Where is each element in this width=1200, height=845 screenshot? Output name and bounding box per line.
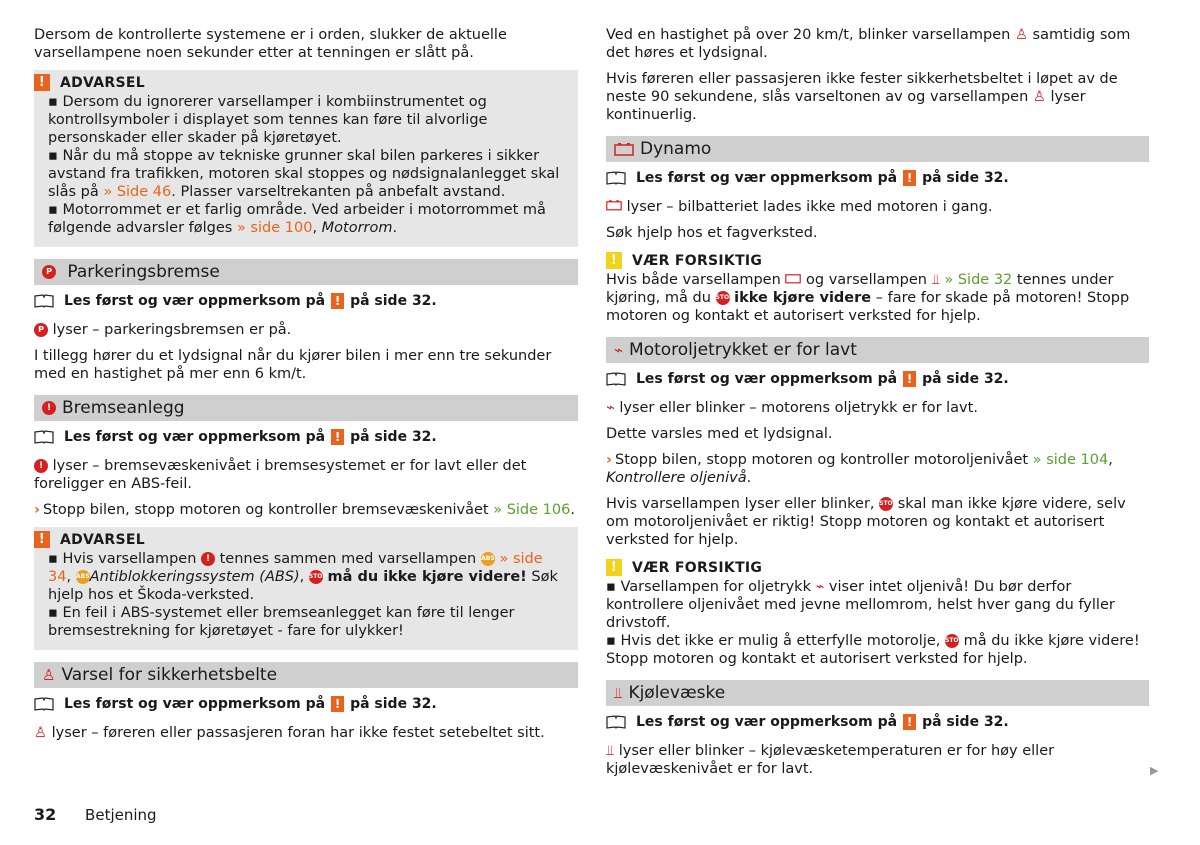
page-link[interactable]: » side 100 bbox=[236, 220, 313, 236]
read-first-note: Les først og vær oppmerksom på ! på side 32. bbox=[34, 429, 578, 445]
paragraph: ⫫ lyser eller blinker – kjølevæsketemperaturen er for høy eller kjølevæskenivået er for lavt. bbox=[606, 743, 1055, 777]
read-first-note: Les først og vær oppmerksom på ! på side 32. bbox=[606, 170, 1149, 186]
seatbelt-icon: ♙ bbox=[34, 725, 47, 741]
warning-header bbox=[34, 74, 578, 91]
section-title: Varsel for sikkerhetsbelte bbox=[61, 665, 278, 685]
caution-header: ! VÆR FORSIKTIG bbox=[606, 559, 1149, 576]
warning-item: ▪ Når du må stoppe av tekniske grunner skal bilen parkeres i sikker avstand fra trafikken, motoren skal stoppes og nødsignalanlegget skal slås på » Side 46. Plasser varseltrekanten på anbefalt avstand. bbox=[48, 148, 560, 200]
paragraph: Hvis varsellampen lyser eller blinker, STOP skal man ikke kjøre videre, selv om motoroljenivået er riktig! Stopp motoren og kontakt et autorisert verksted for hjelp. bbox=[606, 496, 1126, 548]
book-icon bbox=[34, 430, 54, 444]
read-first-note: Les først og vær oppmerksom på ! på side 32. bbox=[34, 696, 578, 712]
brake-icon: ! bbox=[201, 552, 215, 566]
section-title: Motoroljetrykket er for lavt bbox=[629, 340, 857, 360]
stop-icon: STOP bbox=[309, 570, 323, 584]
caution-icon: ! bbox=[606, 559, 622, 576]
book-icon bbox=[34, 294, 54, 308]
coolant-icon: ⫫ bbox=[606, 743, 615, 759]
section-title: Kjølevæske bbox=[628, 683, 726, 703]
warning-icon: ! bbox=[34, 74, 50, 91]
coolant-icon: ⫫ bbox=[931, 272, 940, 288]
brake-icon: ! bbox=[34, 459, 48, 473]
paragraph: ♙ lyser – føreren eller passasjeren foran har ikke festet setebeltet sitt. bbox=[34, 725, 545, 741]
warning-ref-icon: ! bbox=[903, 714, 916, 730]
warning-ref-icon: ! bbox=[903, 371, 916, 387]
book-icon bbox=[606, 171, 626, 185]
read-first-note: Les først og vær oppmerksom på ! på side 32. bbox=[606, 714, 1149, 730]
warning-header: ! ADVARSEL bbox=[34, 531, 578, 548]
warning-box bbox=[34, 70, 578, 247]
section-title: Bremseanlegg bbox=[62, 398, 185, 418]
seatbelt-icon: ♙ bbox=[1014, 27, 1028, 43]
next-page-arrow-icon: ▶ bbox=[1150, 764, 1159, 777]
paragraph: Dette varsles med et lydsignal. bbox=[606, 426, 833, 442]
warning-ref-icon: ! bbox=[903, 170, 916, 186]
abs-icon: ABS bbox=[481, 552, 495, 566]
section-header-coolant bbox=[606, 680, 1149, 706]
oil-can-icon: ⌁ bbox=[815, 579, 825, 595]
read-first-note: Les først og vær oppmerksom på ! på side 32. bbox=[34, 293, 578, 309]
section-header-brake bbox=[34, 395, 578, 421]
abs-icon: ABS bbox=[76, 570, 90, 584]
warning-ref-icon: ! bbox=[331, 429, 344, 445]
section-title: Parkeringsbremse bbox=[67, 262, 220, 282]
page-link[interactable]: » Side 46 bbox=[103, 184, 172, 200]
paragraph: Søk hjelp hos et fagverksted. bbox=[606, 225, 818, 241]
section-header-dynamo bbox=[606, 136, 1149, 162]
paragraph: I tillegg hører du et lydsignal når du kjører bilen i mer enn tre sekunder med en hastighet på mer enn 6 km/t. bbox=[34, 348, 552, 382]
caution-item: ▪ Varsellampen for oljetrykk ⌁ viser intet oljenivå! Du bør derfor kontrollere oljenivået med jevne mellomrom, helst hver gang du fyller drivstoff. bbox=[606, 579, 1115, 631]
oil-can-icon: ⌁ bbox=[606, 400, 615, 416]
action-step: › Stopp bilen, stopp motoren og kontroller bremsevæskenivået » Side 106. bbox=[34, 502, 575, 518]
book-icon bbox=[606, 715, 626, 729]
stop-icon: STOP bbox=[945, 634, 959, 648]
action-step: › Stopp bilen, stopp motoren og kontroller motoroljenivået » side 104, Kontrollere oljenivå. bbox=[606, 452, 1113, 486]
coolant-icon: ⫫ bbox=[614, 684, 623, 702]
left-column bbox=[34, 26, 578, 750]
warning-item: ▪ Hvis varsellampen ! tennes sammen med varsellampen ABS » side 34, ABSAntiblokkeringssystem (ABS), STOP må du ikke kjøre videre! Søk hjelp hos et Škoda-verksted. bbox=[48, 551, 558, 603]
warning-item: ▪ Motorrommet er et farlig område. Ved arbeider i motorrommet må følgende advarsler følges » side 100, Motorrom. bbox=[48, 202, 546, 236]
battery-icon bbox=[606, 199, 622, 211]
warning-ref-icon: ! bbox=[331, 696, 344, 712]
section-title: Dynamo bbox=[640, 139, 712, 159]
parking-brake-icon: P bbox=[34, 323, 48, 337]
warning-item: ▪ Dersom du ignorerer varsellamper i kombiinstrumentet og kontrollsymboler i displayet som tennes kan føre til alvorlige personskader eller skader på kjøretøyet. bbox=[48, 94, 488, 146]
section-header-belt bbox=[34, 662, 578, 688]
parking-brake-icon: P bbox=[42, 265, 56, 279]
paragraph: ⌁ lyser eller blinker – motorens oljetrykk er for lavt. bbox=[606, 400, 978, 416]
caution-header: ! VÆR FORSIKTIG bbox=[606, 252, 1149, 269]
warning-icon: ! bbox=[34, 531, 50, 548]
intro-text: Dersom de kontrollerte systemene er i orden, slukker de aktuelle varsellampene noen sekunder etter at tenningen er slått på. bbox=[34, 27, 507, 61]
paragraph: Ved en hastighet på over 20 km/t, blinker varsellampen ♙ samtidig som det høres et lydsignal. bbox=[606, 27, 1131, 61]
seatbelt-icon: ♙ bbox=[42, 666, 56, 684]
seatbelt-icon: ♙ bbox=[1032, 89, 1046, 105]
caution-text: Hvis både varsellampen og varsellampen ⫫ » Side 32 tennes under kjøring, må du STOP ikke kjøre videre – fare for skade på motoren! Stopp motoren og kontakt et autorisert verksted for hjelp. bbox=[606, 272, 1130, 324]
oil-can-icon: ⌁ bbox=[614, 341, 624, 359]
warning-ref-icon: ! bbox=[331, 293, 344, 309]
book-icon bbox=[606, 372, 626, 386]
page-link[interactable]: » Side 32 bbox=[944, 272, 1013, 288]
right-column bbox=[606, 26, 1149, 786]
page-number: 32 bbox=[34, 805, 57, 824]
book-icon bbox=[34, 697, 54, 711]
caution-item: ▪ Hvis det ikke er mulig å etterfylle motorolje, STOP må du ikke kjøre videre! Stopp motoren og kontakt et autorisert verksted for hjelp. bbox=[606, 633, 1140, 667]
brake-icon: ! bbox=[42, 401, 56, 415]
section-header-parking bbox=[34, 259, 578, 285]
page-link[interactable]: » Side 106 bbox=[493, 502, 571, 518]
caution-icon: ! bbox=[606, 252, 622, 269]
page-link[interactable]: » side 104 bbox=[1032, 452, 1109, 468]
section-name: Betjening bbox=[85, 806, 157, 824]
page-link[interactable]: » side 34 bbox=[48, 551, 543, 585]
page-footer bbox=[34, 805, 157, 824]
battery-icon bbox=[785, 272, 801, 284]
warning-item: ▪ En feil i ABS-systemet eller bremseanlegget kan føre til lenger bremsestrekning for kjøretøyet - fare for ulykker! bbox=[48, 605, 515, 639]
stop-icon: STOP bbox=[879, 497, 893, 511]
warning-box bbox=[34, 527, 578, 650]
read-first-note: Les først og vær oppmerksom på ! på side 32. bbox=[606, 371, 1149, 387]
section-header-oil bbox=[606, 337, 1149, 363]
warning-title: ADVARSEL bbox=[60, 74, 145, 91]
stop-icon: STOP bbox=[716, 291, 730, 305]
paragraph: ! lyser – bremsevæskenivået i bremsesystemet er for lavt eller det foreligger en ABS-feil. bbox=[34, 458, 527, 492]
paragraph: lyser – bilbatteriet lades ikke med motoren i gang. bbox=[606, 198, 1149, 216]
paragraph: P lyser – parkeringsbremsen er på. bbox=[34, 321, 578, 339]
battery-icon bbox=[614, 142, 634, 156]
paragraph: Hvis føreren eller passasjeren ikke fester sikkerhetsbeltet i løpet av de neste 90 sekundene, slås varseltonen av og varsellampen ♙ lyser kontinuerlig. bbox=[606, 71, 1118, 123]
